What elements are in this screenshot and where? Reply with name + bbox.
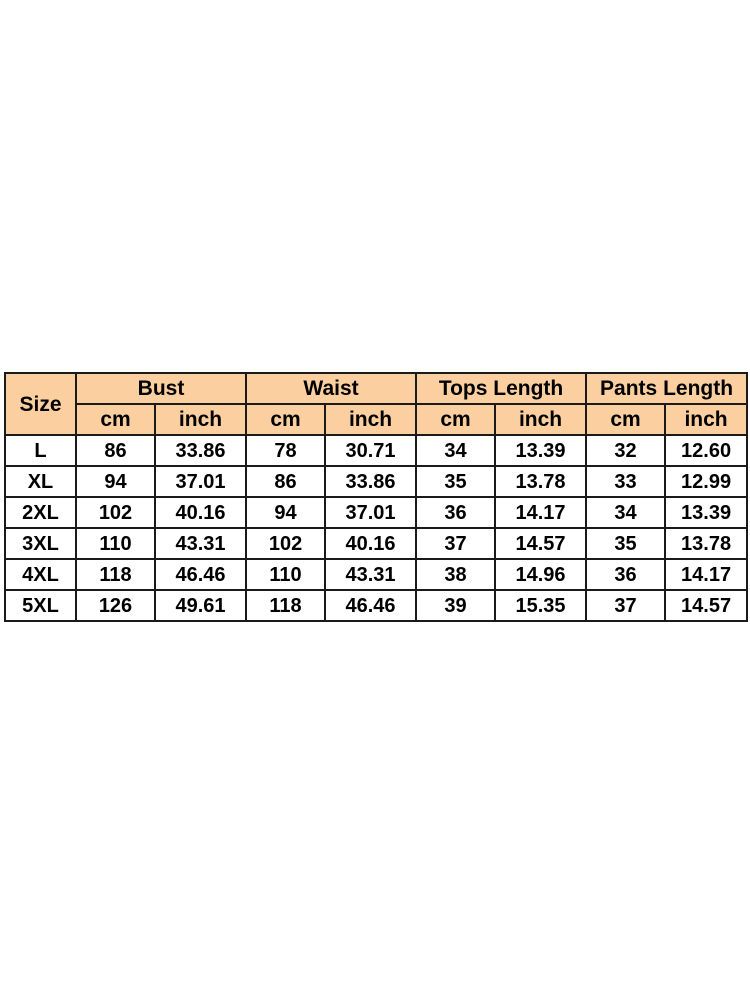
- waist-cm-cell: 86: [246, 466, 325, 497]
- tops-length-cm-cell: 35: [416, 466, 495, 497]
- pants-length-group-header: Pants Length: [586, 373, 747, 404]
- bust-inch-cell: 37.01: [155, 466, 246, 497]
- size-cell: L: [5, 435, 76, 466]
- pants-length-cm-cell: 34: [586, 497, 665, 528]
- bust-cm-cell: 126: [76, 590, 155, 621]
- waist-cm-cell: 78: [246, 435, 325, 466]
- pants-length-cm-cell: 36: [586, 559, 665, 590]
- waist-inch-cell: 33.86: [325, 466, 416, 497]
- bust-cm-cell: 102: [76, 497, 155, 528]
- size-cell: 4XL: [5, 559, 76, 590]
- waist-inch-cell: 46.46: [325, 590, 416, 621]
- waist-cm-cell: 94: [246, 497, 325, 528]
- waist-cm-cell: 118: [246, 590, 325, 621]
- pants-length-inch-cell: 14.57: [665, 590, 747, 621]
- tops-length-inch-cell: 14.57: [495, 528, 586, 559]
- waist-group-header: Waist: [246, 373, 416, 404]
- bust-cm-cell: 110: [76, 528, 155, 559]
- size-column-header: Size: [5, 373, 76, 435]
- tops-length-cm-cell: 39: [416, 590, 495, 621]
- table-row: [5, 528, 747, 559]
- tops-length-cm-cell: 37: [416, 528, 495, 559]
- pants-length-inch-cell: 12.60: [665, 435, 747, 466]
- unit-header: inch: [155, 404, 246, 435]
- unit-header: cm: [416, 404, 495, 435]
- unit-header: cm: [586, 404, 665, 435]
- waist-inch-cell: 40.16: [325, 528, 416, 559]
- tops-length-cm-cell: 34: [416, 435, 495, 466]
- size-cell: 5XL: [5, 590, 76, 621]
- waist-cm-cell: 110: [246, 559, 325, 590]
- pants-length-cm-cell: 37: [586, 590, 665, 621]
- waist-cm-cell: 102: [246, 528, 325, 559]
- size-chart-table: [4, 372, 748, 622]
- pants-length-inch-cell: 14.17: [665, 559, 747, 590]
- bust-inch-cell: 40.16: [155, 497, 246, 528]
- pants-length-cm-cell: 32: [586, 435, 665, 466]
- tops-length-cm-cell: 38: [416, 559, 495, 590]
- header-unit-row: [5, 404, 747, 435]
- unit-header: cm: [76, 404, 155, 435]
- bust-inch-cell: 49.61: [155, 590, 246, 621]
- bust-inch-cell: 33.86: [155, 435, 246, 466]
- size-cell: 3XL: [5, 528, 76, 559]
- bust-cm-cell: 86: [76, 435, 155, 466]
- unit-header: inch: [665, 404, 747, 435]
- table-row: [5, 435, 747, 466]
- size-cell: 2XL: [5, 497, 76, 528]
- header-group-row: [5, 373, 747, 404]
- size-cell: XL: [5, 466, 76, 497]
- unit-header: inch: [325, 404, 416, 435]
- table-row: [5, 497, 747, 528]
- bust-cm-cell: 94: [76, 466, 155, 497]
- bust-group-header: Bust: [76, 373, 246, 404]
- waist-inch-cell: 30.71: [325, 435, 416, 466]
- unit-header: inch: [495, 404, 586, 435]
- tops-length-group-header: Tops Length: [416, 373, 586, 404]
- tops-length-cm-cell: 36: [416, 497, 495, 528]
- pants-length-inch-cell: 12.99: [665, 466, 747, 497]
- waist-inch-cell: 43.31: [325, 559, 416, 590]
- tops-length-inch-cell: 13.78: [495, 466, 586, 497]
- tops-length-inch-cell: 14.17: [495, 497, 586, 528]
- pants-length-inch-cell: 13.39: [665, 497, 747, 528]
- bust-inch-cell: 46.46: [155, 559, 246, 590]
- tops-length-inch-cell: 14.96: [495, 559, 586, 590]
- bust-inch-cell: 43.31: [155, 528, 246, 559]
- table-row: [5, 559, 747, 590]
- tops-length-inch-cell: 13.39: [495, 435, 586, 466]
- table-row: [5, 466, 747, 497]
- waist-inch-cell: 37.01: [325, 497, 416, 528]
- tops-length-inch-cell: 15.35: [495, 590, 586, 621]
- bust-cm-cell: 118: [76, 559, 155, 590]
- pants-length-cm-cell: 35: [586, 528, 665, 559]
- table-row: [5, 590, 747, 621]
- unit-header: cm: [246, 404, 325, 435]
- pants-length-inch-cell: 13.78: [665, 528, 747, 559]
- pants-length-cm-cell: 33: [586, 466, 665, 497]
